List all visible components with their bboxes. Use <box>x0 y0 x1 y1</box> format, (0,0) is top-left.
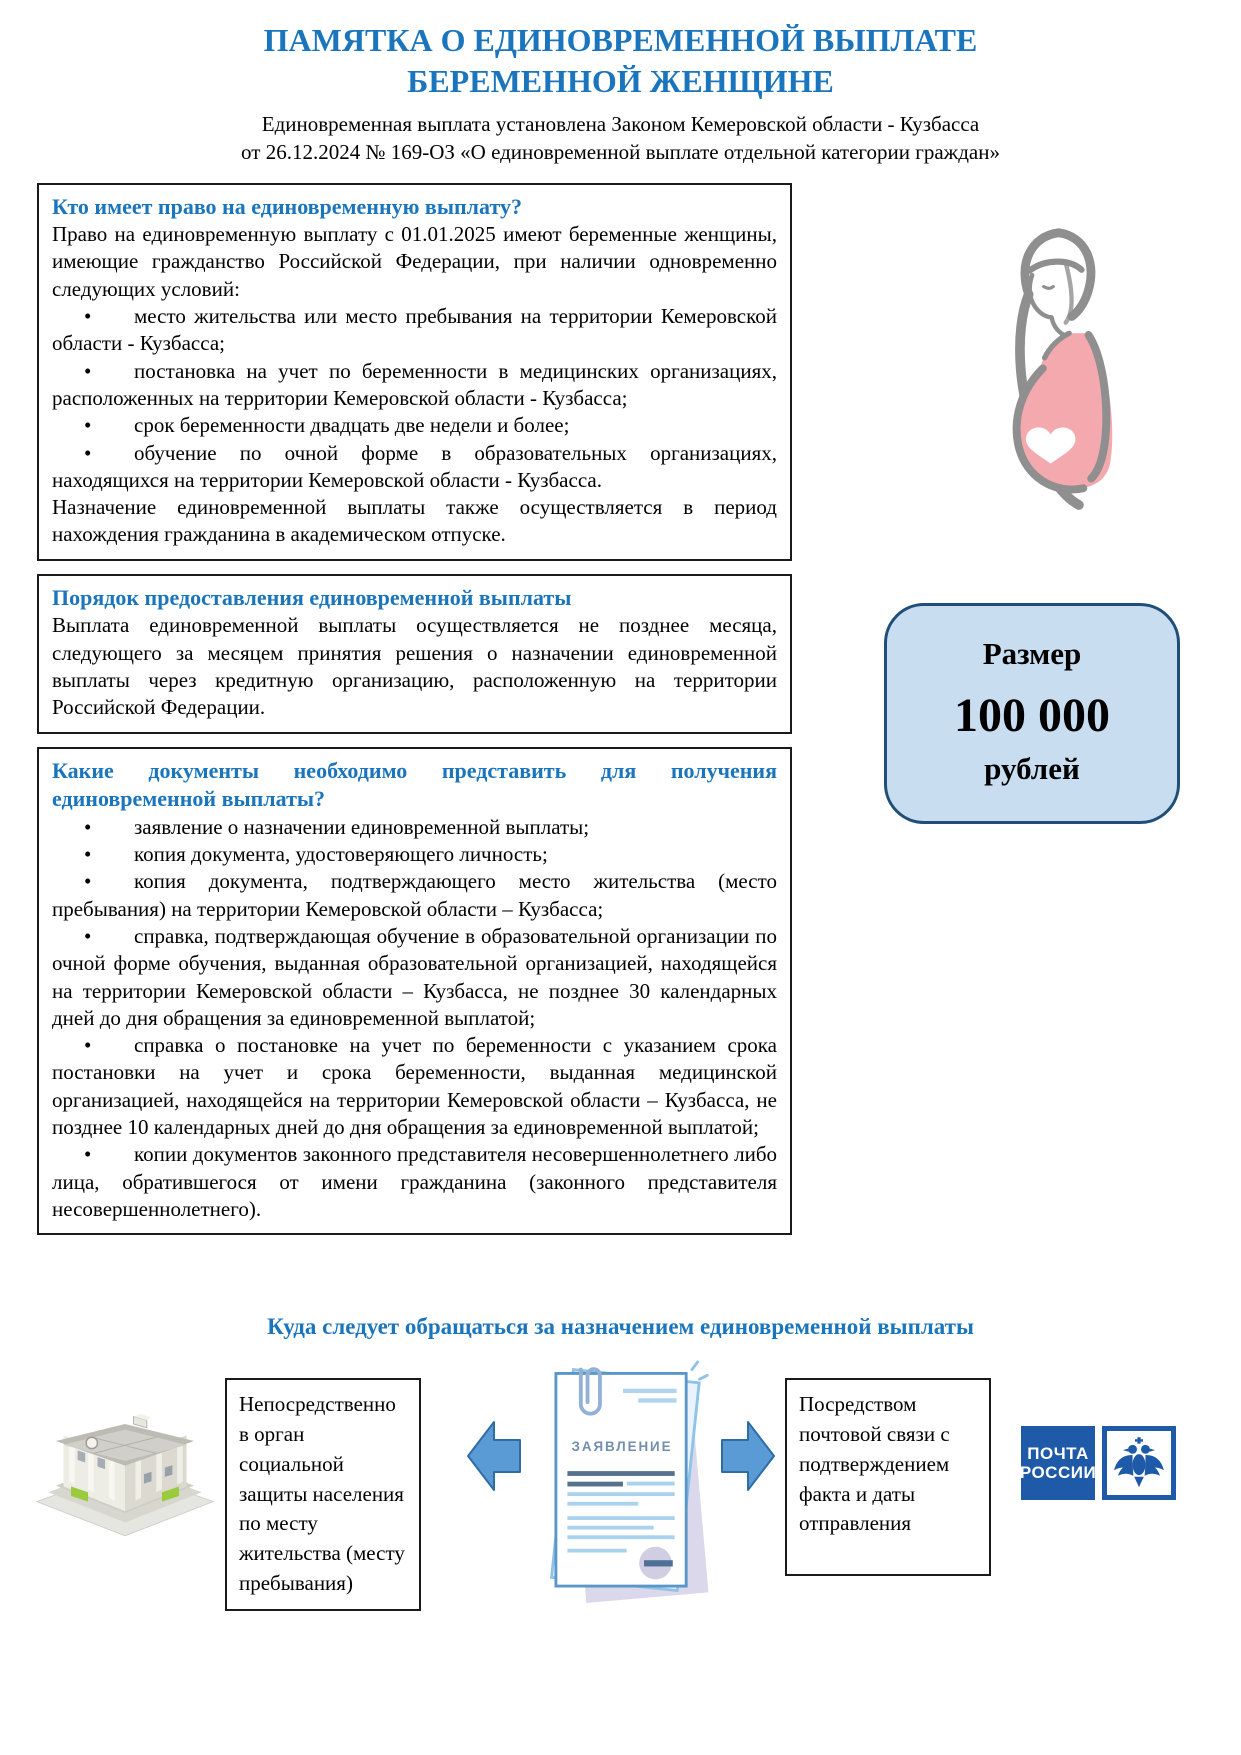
documents-bullet: • копия документа, удостоверяющего личность; <box>52 841 777 868</box>
eligibility-outro: Назначение единовременной выплаты также осуществляется в период нахождения гражданина в академическом отпуске. <box>52 495 777 547</box>
amount-card <box>884 603 1180 824</box>
post-logo-line1: ПОЧТА <box>1027 1443 1089 1463</box>
amount-unit: рублей <box>984 750 1080 786</box>
documents-heading: Какие документы необходимо представить для получения единовременной выплаты? <box>52 757 777 812</box>
page-title-line2: БЕРЕМЕННОЙ ЖЕНЩИНЕ <box>407 62 834 99</box>
amount-label: Размер <box>982 635 1082 671</box>
eligibility-bullet: • срок беременности двадцать две недели и более; <box>52 412 777 439</box>
eligibility-bullet: • обучение по очной форме в образовательных организациях, находящихся на территории Кемеровской области - Кузбасса. <box>52 440 777 495</box>
arrow-left-icon <box>467 1410 521 1507</box>
documents-bullet: • копии документов законного представителя несовершеннолетнего либо лица, обратившегося от имени гражданина (законного представителя несовершеннолетнего). <box>52 1141 777 1223</box>
procedure-heading: Порядок предоставления единовременной выплаты <box>52 584 572 610</box>
eligibility-heading: Кто имеет право на единовременную выплату? <box>52 193 522 219</box>
application-document-icon <box>531 1360 713 1611</box>
building-icon <box>35 1386 215 1552</box>
pregnant-woman-illustration <box>967 203 1152 553</box>
page-title <box>171 20 1071 102</box>
eligibility-intro: Право на единовременную выплату с 01.01.2025 имеют беременные женщины, имеющие гражданство Российской Федерации, при наличии одновременно следующих условий: <box>52 222 777 301</box>
page-subtitle <box>121 110 1121 167</box>
procedure-body: Выплата единовременной выплаты осуществляется не позднее месяца, следующего за месяцем принятия решения о назначении единовременной выплаты через кредитную организацию, расположенную на территории Российской Федерации. <box>52 613 777 720</box>
russian-post-logo <box>1021 1426 1176 1500</box>
page-title-line1: ПАМЯТКА О ЕДИНОВРЕМЕННОЙ ВЫПЛАТЕ <box>263 22 978 58</box>
documents-bullet: • заявление о назначении единовременной выплаты; <box>52 814 777 841</box>
arrow-right-icon <box>721 1410 775 1507</box>
where-to-apply-heading: Куда следует обращаться за назначением единовременной выплаты <box>267 1314 974 1340</box>
eligibility-bullet: • постановка на учет по беременности в медицинских организациях, расположенных на территории Кемеровской области - Кузбасса; <box>52 358 777 413</box>
documents-bullet: • справка, подтверждающая обучение в образовательной организации по очной форме обучения, выданная образовательной организацией, находящейся на территории Кемеровской области – Кузбасса, не позднее 30 календарных дней до дня обращения за единовременной выплатой; <box>52 923 777 1032</box>
option-post-box: Посредством почтовой связи с подтверждением факта и даты отправления <box>785 1378 991 1576</box>
documents-bullet: • справка о постановке на учет по беременности с указанием срока постановки на учет и срока беременности, выданная медицинской организацией, находящейся на территории Кемеровской области – Кузбасса, не позднее 10 календарных дней до дня обращения за единовременной выплатой; <box>52 1032 777 1141</box>
illustration-column <box>792 183 1204 824</box>
page-subtitle-line1: Единовременная выплата установлена Законом Кемеровской области - Кузбасса <box>261 111 980 136</box>
eligibility-bullet: • место жительства или место пребывания на территории Кемеровской области - Кузбасса; <box>52 303 777 358</box>
pregnant-woman-icon <box>967 203 1152 548</box>
application-title: ЗАЯВЛЕНИЕ <box>571 1439 673 1455</box>
procedure-section <box>37 574 792 734</box>
option-direct-box: Непосредственно в орган социальной защиты населения по месту жительства (месту пребывания) <box>225 1378 421 1611</box>
document-header <box>0 0 1241 167</box>
russian-post-emblem <box>1102 1426 1176 1500</box>
social-protection-building-icon <box>35 1386 215 1557</box>
documents-section <box>37 747 792 1236</box>
documents-bullet: • копия документа, подтверждающего место жительства (место пребывания) на территории Кемеровской области – Кузбасса; <box>52 868 777 923</box>
text-column <box>37 183 792 1249</box>
post-logo-line2: РОССИИ <box>1019 1463 1097 1483</box>
main-content <box>0 167 1241 1249</box>
russian-post-wordmark <box>1021 1426 1095 1500</box>
amount-value: 100 000 <box>954 688 1110 742</box>
eligibility-section <box>37 183 792 561</box>
where-to-apply-diagram <box>0 1366 1241 1616</box>
page-subtitle-line2: от 26.12.2024 № 169-ОЗ «О единовременной выплате отдельной категории граждан» <box>241 140 1000 165</box>
application-document-illustration <box>531 1360 713 1616</box>
double-eagle-icon <box>1110 1434 1168 1492</box>
